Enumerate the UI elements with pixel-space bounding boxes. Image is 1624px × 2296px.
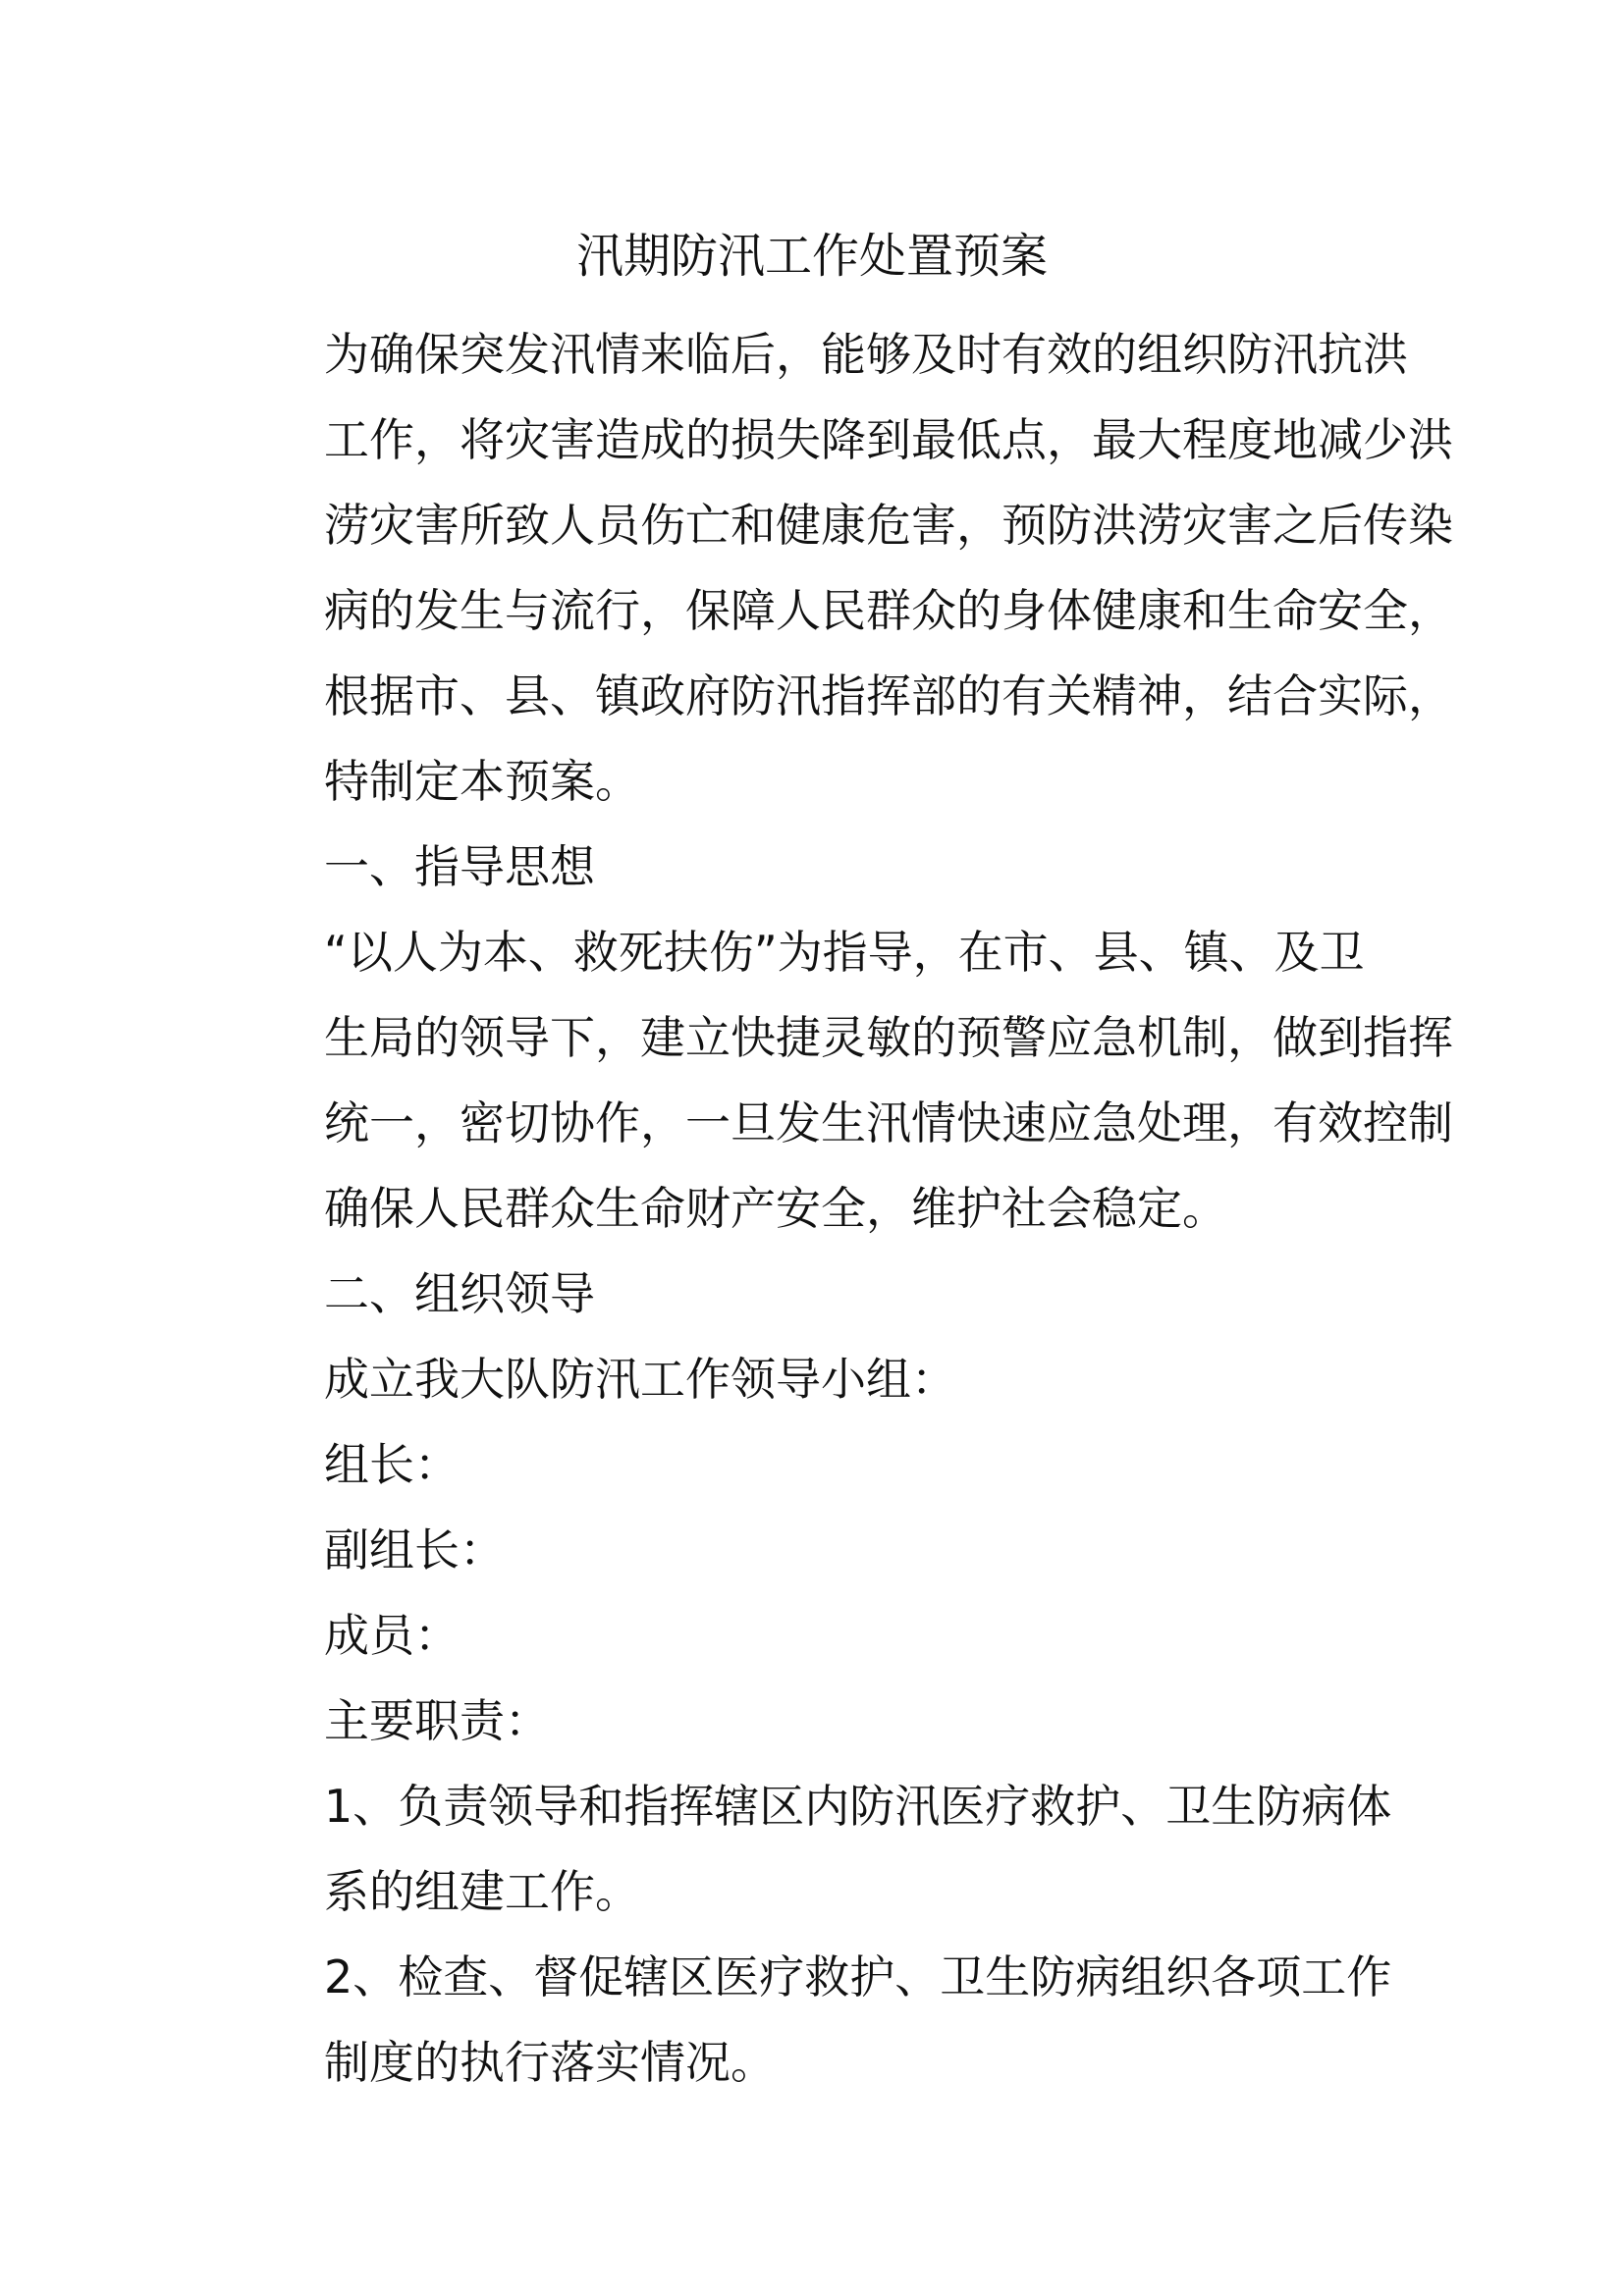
text-line: 生局的领导下，建立快捷灵敏的预警应急机制，做到指挥 [324,1011,1453,1064]
duty-item-2 [245,1935,1394,2106]
text-line: 系的组建工作。 [324,1865,640,1918]
text-line: 制度的执行落实情况。 [324,2036,776,2089]
text-line: 2、检查、督促辖区医疗救护、卫生防病组织各项工作 [324,1950,1392,2003]
text-line: 成员： [324,1609,460,1662]
text-line: 主要职责： [324,1694,550,1747]
text-line: “以人为本、救死扶伤”为指导，在市、县、镇、及卫 [324,926,1365,979]
text-line: 工作，将灾害造成的损失降到最低点，最大程度地减少洪 [324,413,1453,466]
field-deputy-leader [245,1508,1394,1593]
text-line: 为确保突发汛情来临后，能够及时有效的组织防汛抗洪 [324,328,1408,381]
section-heading-guiding-ideology [245,825,1394,910]
text-line: 涝灾害所致人员伤亡和健康危害，预防洪涝灾害之后传染 [324,499,1453,552]
text-line: 1、负责领导和指挥辖区内防汛医疗救护、卫生防病体 [324,1780,1392,1833]
paragraph-guiding-ideology [245,910,1453,1252]
document-title: 汛期防汛工作处置预案 [575,229,1048,284]
field-members [245,1593,1394,1679]
section-heading-organization [245,1252,1394,1337]
text-line: 特制定本预案。 [324,755,640,808]
text-line: 组长： [324,1438,460,1491]
text-line: 二、组织领导 [324,1267,595,1320]
text-line: 确保人民群众生命财产安全，维护社会稳定。 [324,1182,1227,1235]
text-line: 病的发生与流行，保障人民群众的身体健康和生命安全， [324,584,1453,637]
paragraph-leadership-group [245,1337,1394,1422]
document-body [245,312,1453,2106]
text-line: 成立我大队防汛工作领导小组： [324,1353,956,1406]
text-line: 根据市、县、镇政府防汛指挥部的有关精神，结合实际， [324,669,1453,722]
text-line: 副组长： [324,1523,505,1576]
paragraph-purpose [245,312,1453,825]
text-line: 一、指导思想 [324,840,595,893]
duty-item-1 [245,1764,1394,1935]
field-group-leader [245,1422,1394,1508]
text-line: 统一，密切协作，一旦发生汛情快速应急处理，有效控制 [324,1096,1453,1149]
field-main-duties [245,1679,1394,1764]
